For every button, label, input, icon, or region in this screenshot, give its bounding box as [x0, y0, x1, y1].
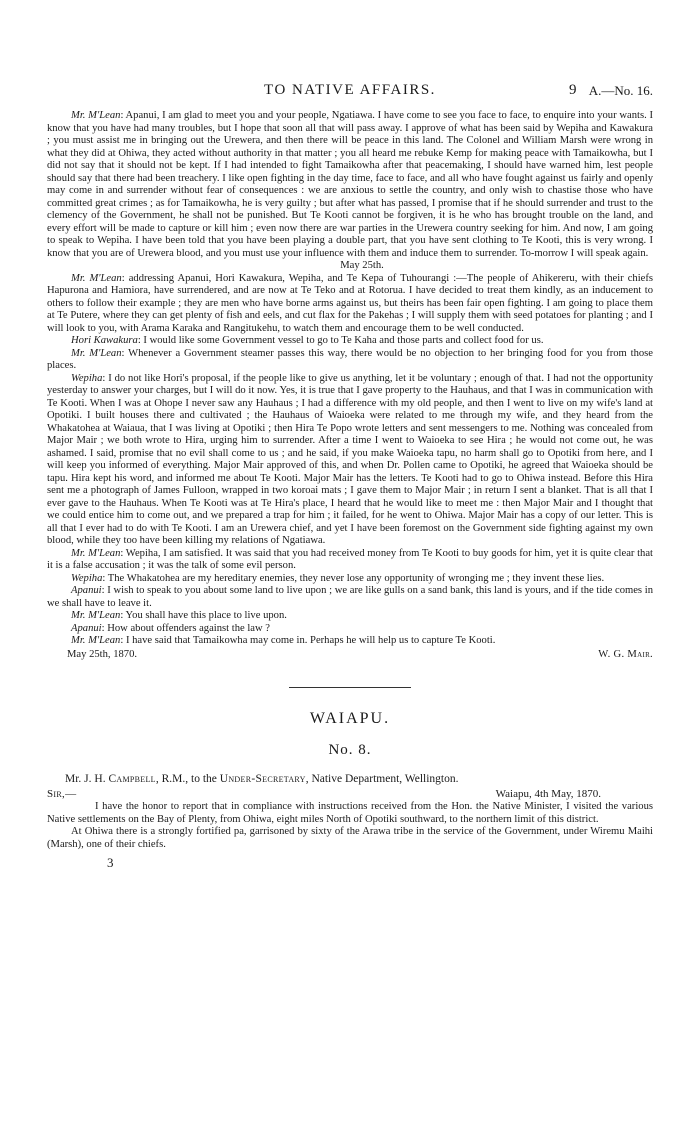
- speaker-name: Mr. M'Lean: [71, 347, 122, 359]
- paragraph: [47, 585, 653, 610]
- document-reference: A.—No. 16.: [588, 83, 653, 98]
- paragraph: [47, 573, 653, 586]
- paragraph-text: : I would like some Government vessel to go to Te Kaha and those parts and collect food for us.: [137, 335, 544, 346]
- date-line: May 25th.: [340, 260, 384, 271]
- paragraph: [47, 373, 653, 548]
- paragraph: [47, 610, 653, 623]
- paragraph: [47, 623, 653, 636]
- speaker-name: Wepiha: [71, 572, 103, 584]
- speaker-name: Mr. M'Lean: [71, 547, 121, 559]
- speaker-name: Apanui: [71, 585, 102, 596]
- speaker-name: Hori Kawakura: [71, 335, 138, 346]
- signoff: [47, 649, 653, 662]
- signature: W. G. Mair.: [598, 648, 653, 660]
- paragraph-text: : The Whakatohea are my hereditary enemies, they never lose any opportunity of wronging me ; they invent these lies.: [102, 572, 605, 584]
- heading-prefix: Mr. J. H.: [65, 773, 106, 785]
- paragraph-text: : How about offenders against the law ?: [101, 622, 270, 634]
- heading-suffix: , Native Department, Wellington.: [305, 773, 459, 785]
- paragraph: [47, 635, 653, 648]
- paragraph: [47, 110, 653, 260]
- paragraph: [47, 273, 653, 336]
- signoff-date: May 25th, 1870.: [67, 648, 138, 660]
- letter-paragraph: At Ohiwa there is a strongly fortified pa, garrisoned by sixty of the Arawa tribe in the service of the Government, under Wiremu Maihi (Marsh), one of their chiefs.: [47, 826, 653, 850]
- speaker-name: Mr. M'Lean: [71, 110, 121, 121]
- speaker-name: Mr. M'Lean: [71, 635, 121, 646]
- salutation-line: [47, 788, 653, 801]
- paragraph-text: : Whenever a Government steamer passes this way, there would be no objection to her bringing food for you from those places.: [47, 347, 653, 371]
- letter-paragraph: I have the honor to report that in compliance with instructions received from the Hon. the Native Minister, I visited the various Native settlements on the Bay of Plenty, from Ohiwa, eight miles North of Opotiki southward, to the northern limit of this district.: [47, 801, 653, 825]
- speaker-name: Mr. M'Lean: [71, 272, 122, 284]
- speaker-name: Apanui: [71, 622, 102, 634]
- document-page: [47, 80, 653, 871]
- speaker-name: Wepiha: [71, 372, 103, 384]
- document-number: No. 8.: [328, 742, 372, 758]
- paragraph-text: : I have said that Tamaikowha may come in. Perhaps he will help us to capture Te Kooti.: [120, 635, 496, 646]
- recipient-name: Under-Secretary: [219, 773, 306, 785]
- letter-place-date: Waiapu, 4th May, 1870.: [495, 788, 601, 800]
- section-divider: [289, 687, 411, 688]
- section-title: WAIAPU.: [309, 710, 391, 727]
- signature-folio: 3: [107, 855, 114, 870]
- paragraph-text: : addressing Apanui, Hori Kawakura, Wepiha, and Te Kepa of Tuhourangi :—The people of Ahikereru, with their chiefs Hapurona and Hamiora, have surrendered, and are now at Te Teko and at Rotorua. I have decided to treat them kindly, as an inducement to others to follow their example ; they are men who have borne arms against us, but theirs has been fair open fighting. I am going to place them at Te Putere, where they can get plenty of fish and eels, and cut flax for the Pakehas ; I will supply them with seed potatoes for planting ; and I will look to you, with Arama Karaka and Rangitukehu, to watch them and encourage them to be well conducted.: [47, 272, 653, 334]
- paragraph: [47, 335, 653, 348]
- paragraph: [47, 548, 653, 573]
- author-name: Campbell: [108, 773, 156, 785]
- heading-mid: , R.M., to the: [155, 773, 217, 785]
- paragraph-text: : Apanui, I am glad to meet you and your people, Ngatiawa. I have come to see you face to face, to enquire into your wants. I know that you have had many troubles, but I hope that soon all that will pass away. I approve of what has been said by Wepiha and Kawakura ; you must assist me in bringing out the Urewera, and then there will be peace in this land. The Colonel and William Marsh were wrong in what they did at Ohiwa, they acted without authority in that matter ; you all heard me rebuke Kemp for making peace with Tamaikowha, but I did not say that it should not be kept. If I had intended to fight Tamaikowha after that peacemaking, I should have warned him, lest people should say that there had been treachery. I like open fighting in the day time, face to face, and all who have fought against us fairly and openly may come in and surrender without fear of consequences : we are anxious to settle the country, and only wish to chastise those who have committed great crimes ; as for Tamaikowha, he is very guilty ; but after what has passed, I promise that if he should surrender and trust to the clemency of the Government, he shall not be punished. But Te Kooti cannot be forgiven, it is he who has brought trouble on the land, and every effort will be made to capture or kill him ; even now there are war parties in the Urewera country seeking for him. And now, I am going to speak to Wepiha. I have been told that you have been playing a double part, that you have sent clothing to Te Kooti, this is very wrong. I know that you are of Urewera blood, and you must use your influence with them and induce them to surrender. To-morrow I will speak again.: [47, 110, 653, 259]
- paragraph-text: : Wepiha, I am satisfied. It was said that you had received money from Te Kooti to buy goods for him, yet it is quite clear that it is a false accusation ; it was the talk of some evil person.: [47, 547, 653, 571]
- proceedings-body: [47, 110, 653, 661]
- salutation: Sir,—: [47, 788, 77, 800]
- page-number: 9: [569, 82, 577, 98]
- letter-body: [47, 801, 653, 851]
- running-header: [47, 80, 653, 102]
- paragraph-text: : You shall have this place to live upon.: [120, 610, 287, 621]
- paragraph: [47, 348, 653, 373]
- paragraph-text: : I wish to speak to you about some land to live upon ; we are like gulls on a sand bank, this land is yours, and if the tide comes in we shall have to leave it.: [47, 585, 653, 609]
- letter-heading: [47, 773, 653, 786]
- speaker-name: Mr. M'Lean: [71, 610, 121, 621]
- running-title: TO NATIVE AFFAIRS.: [264, 82, 436, 98]
- paragraph-text: : I do not like Hori's proposal, if the people like to give us anything, let it be voluntary ; enough of that. I had not the opportunity yesterday to answer your charges, but I will do it now. Yes, it is true that I gave property to the Hauhaus, and that I was in communication with Te Kooti. When I was at Ohope I never saw any Hauhaus ; I had a difference with my old people, and then I went to live on my wife's land at Opotiki. I built houses there and cultivated ; the Hauhaus of Waioeka were related to me through my wife, and they heard from the Whakatohea at Waiaua, that I was living at Opotiki ; then Hira Te Popo wrote letters and sent messengers to me. Nothing was concealed from Major Mair ; we both wrote to Hira, urging him to surrender. After a time I went to Waioeka to see Hira ; he would not come out, he was ashamed. I said, promise that no evil shall come to us ; and he said, if you make Waioeka tapu, no harm shall go to Opotiki from here, and I will keep you informed of everything. Major Mair approved of this, and when Dr. Pollen came to Opotiki, he agreed that Waioeka should be tapu. Hira kept his word, and informed me about Te Kooti. Major Mair has the letters. Te Kooti had to go to Ohiwa instead. Before this Hira sent me a photograph of James Fulloon, wrapped in two koroai mats ; I gave them to Major Mair ; in return I sent a blanket. That is all that I ever gave to the Hauhaus. When Te Kooti was at Te Hira's place, I heard that he would like to meet me : then Major Mair and I thought that we could entice him to come out, and we prepared a trap for him ; it failed, for he went to Ohiwa. Major Mair has a copy of our letter. This is all that I ever had to do with Te Kooti. I am an Urewera chief, and yet I have been foremost on the Government side fighting against my own blood, while they too have been killing my relations of Ngatiawa.: [47, 372, 653, 546]
